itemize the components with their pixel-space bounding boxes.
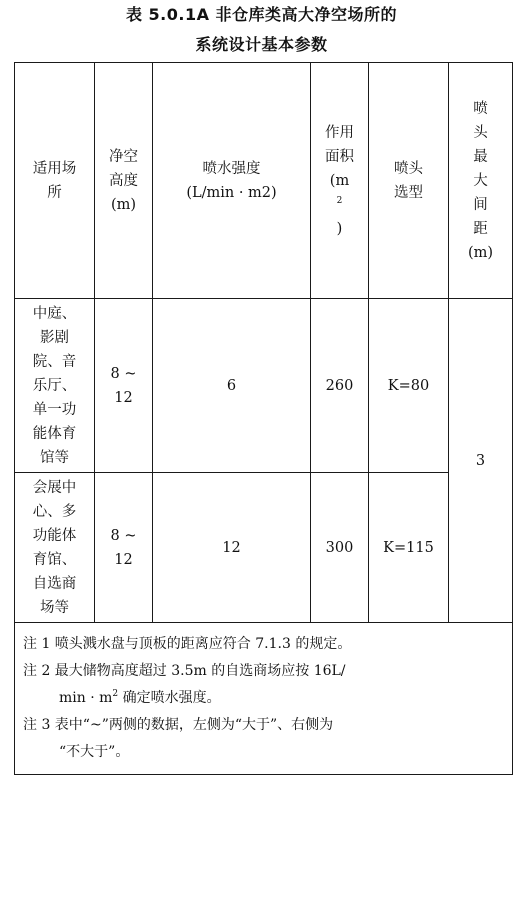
header-operating-area: 作用 面积 (m $^2$ )	[311, 63, 369, 299]
cell-max-spacing: 3	[449, 299, 513, 623]
table-title-line-2: 系统设计基本参数	[195, 35, 328, 54]
header-row	[15, 63, 513, 299]
cell-area: 260	[311, 299, 369, 473]
cell-sprinkler-type: K=115	[369, 473, 449, 623]
note-1: 注 1 喷头溅水盘与顶板的距离应符合 7.1.3 的规定。	[23, 636, 352, 652]
cell-sprinkler-type: K=80	[369, 299, 449, 473]
cell-place: 会展中 心、多 功能体 育馆、 自选商 场等	[15, 473, 95, 623]
header-applicable-place: 适用场 所	[15, 63, 95, 299]
design-parameter-table	[14, 62, 513, 775]
table-row	[15, 473, 513, 623]
table-row	[15, 299, 513, 473]
cell-intensity: 6	[153, 299, 311, 473]
note-2-line-2: $\min \cdot m^2$ 确定喷水强度。	[59, 689, 221, 706]
header-spray-intensity: 喷水强度 (L/min · m2)	[153, 63, 311, 299]
cell-height: 8 ~ 12	[95, 473, 153, 623]
header-max-sprinkler-spacing: 喷 头 最 大 间 距 (m)	[449, 63, 513, 299]
table-title-line-1: 表 5.0.1A 非仓库类高大净空场所的	[125, 5, 398, 24]
cell-place: 中庭、 影剧 院、音 乐厅、 单一功 能体育 馆等	[15, 299, 95, 473]
cell-height: 8 ~ 12	[95, 299, 153, 473]
header-sprinkler-type: 喷头 选型	[369, 63, 449, 299]
table-notes	[15, 623, 513, 775]
note-3-line-1: 注 3 表中“~”两侧的数据，左侧为“大于”、右侧为	[23, 717, 334, 733]
header-clear-height: 净空 高度 (m)	[95, 63, 153, 299]
note-3-line-2: “不大于”。	[59, 744, 130, 760]
note-2-line-1: 注 2 最大储物高度超过 3.5m 的自选商场应按 16L/	[23, 663, 346, 679]
notes-row	[15, 623, 513, 775]
cell-area: 300	[311, 473, 369, 623]
cell-intensity: 12	[153, 473, 311, 623]
